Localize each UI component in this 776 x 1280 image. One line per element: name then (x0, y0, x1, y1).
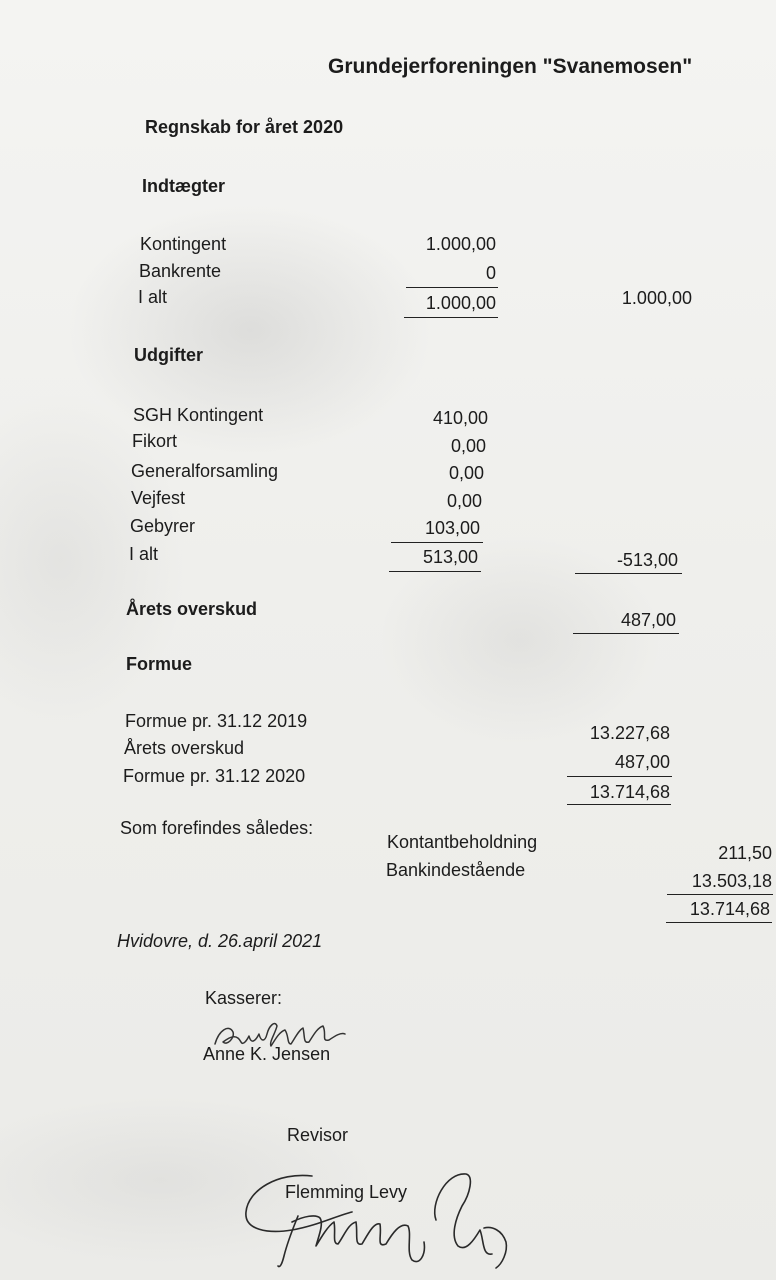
subtotal-line (567, 776, 672, 777)
expense-row-value: 103,00 (424, 518, 480, 538)
wealth-heading: Formue (126, 654, 193, 674)
total-underline (404, 317, 498, 318)
holdings-row-value: 13.503,18 (691, 871, 772, 891)
surplus-label: Årets overskud (126, 599, 258, 619)
subtotal-line (391, 542, 483, 543)
income-total-value: 1.000,00 (425, 293, 496, 313)
expense-row-value: 0,00 (450, 436, 486, 456)
surplus-underline (573, 633, 679, 634)
expense-row-label: Generalforsamling (131, 461, 279, 481)
wealth-row-label: Årets overskud (124, 738, 245, 758)
expense-row-value: 0,00 (446, 491, 482, 511)
holdings-label: Som forefindes således: (120, 818, 314, 838)
organization-title: Grundejerforeningen "Svanemosen" (328, 55, 693, 78)
income-row-label: Bankrente (139, 261, 222, 281)
expense-total-value: 513,00 (422, 547, 478, 567)
subtotal-line (406, 287, 498, 288)
income-total-label: I alt (138, 287, 168, 307)
income-row-value: 1.000,00 (425, 234, 496, 254)
total-underline (666, 922, 772, 923)
auditor-title: Revisor (287, 1125, 349, 1145)
holdings-row-value: 211,50 (718, 843, 772, 863)
total-underline (575, 573, 682, 574)
place-date: Hvidovre, d. 26.april 2021 (117, 931, 323, 951)
expense-row-value: 410,00 (432, 408, 488, 428)
cashier-title: Kasserer: (205, 988, 283, 1008)
expenses-heading: Udgifter (134, 345, 203, 365)
auditor-signature (240, 1160, 520, 1270)
holdings-row-label: Bankindestående (386, 860, 526, 880)
subtotal-line (667, 894, 773, 895)
auditor-name: Flemming Levy (285, 1182, 408, 1202)
total-underline (389, 571, 481, 572)
expense-row-label: SGH Kontingent (133, 405, 264, 425)
holdings-row-label: Kontantbeholdning (387, 832, 538, 852)
document-title: Regnskab for året 2020 (145, 117, 344, 137)
expense-row-label: Fikort (132, 431, 177, 451)
income-row-value: 0 (485, 263, 496, 283)
income-total-carry: 1.000,00 (621, 288, 692, 308)
expense-row-value: 0,00 (448, 463, 484, 483)
holdings-total: 13.714,68 (689, 899, 770, 919)
cashier-signature (205, 1012, 355, 1062)
wealth-row-value: 13.227,68 (589, 723, 670, 743)
wealth-row-label: Formue pr. 31.12 2019 (125, 711, 308, 731)
wealth-row-value: 13.714,68 (589, 782, 670, 802)
wealth-row-label: Formue pr. 31.12 2020 (123, 766, 306, 786)
cashier-name: Anne K. Jensen (203, 1044, 331, 1064)
income-heading: Indtægter (142, 176, 225, 196)
expense-row-label: Vejfest (131, 488, 186, 508)
income-row-label: Kontingent (140, 234, 227, 254)
surplus-value: 487,00 (620, 610, 676, 630)
expense-row-label: Gebyrer (130, 516, 196, 536)
expense-total-carry: -513,00 (616, 550, 678, 570)
wealth-row-value: 487,00 (614, 752, 670, 772)
total-underline (567, 804, 671, 805)
expense-total-label: I alt (129, 544, 159, 564)
